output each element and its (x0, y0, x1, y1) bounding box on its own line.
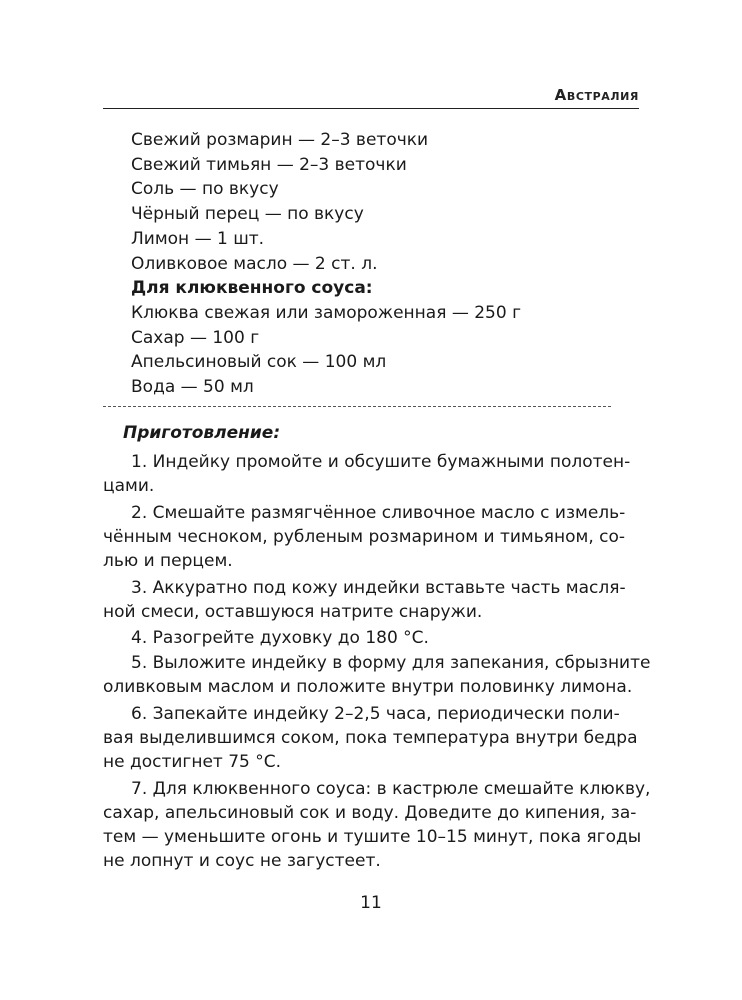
step-line: оливковым маслом и положите внутри половинку лимона. (103, 677, 633, 697)
step-line: 3. Аккуратно под кожу индейки вставьте часть масля- (131, 578, 626, 598)
running-head: Австралия (554, 86, 639, 104)
step-line: ной смеси, оставшуюся натрите снаружи. (103, 602, 483, 622)
ingredient-item: Соль — по вкусу (131, 179, 279, 200)
step-line: 4. Разогрейте духовку до 180 °C. (131, 628, 429, 648)
step-line: цами. (103, 476, 155, 496)
ingredient-item: Свежий розмарин — 2–3 веточки (131, 130, 429, 150)
step-line: 1. Индейку промойте и обсушите бумажными полотен- (131, 452, 631, 472)
step-line: не достигнет 75 °C. (103, 752, 282, 772)
ingredient-list (131, 128, 631, 400)
ingredient-item: Оливковое масло — 2 ст. л. (131, 253, 378, 274)
step-line: не лопнут и соус не загустеет. (103, 851, 381, 871)
step-line: сахар, апельсиновый сок и воду. Доведите до кипения, за- (103, 803, 637, 823)
step-line: лью и перцем. (103, 551, 233, 571)
ingredient-item: Клюква свежая или замороженная — 250 г (131, 302, 522, 323)
ingredient-item: Лимон — 1 шт. (131, 228, 265, 249)
ingredient-item: Сахар — 100 г (131, 327, 260, 348)
header-rule (103, 108, 639, 109)
step-line: 7. Для клюквенного соуса: в кастрюле смешайте клюкву, (131, 779, 651, 799)
ingredient-item: Вода — 50 мл (131, 377, 254, 398)
sauce-subheading: Для клюквенного соуса: (131, 278, 373, 299)
ingredient-item: Апельсиновый сок — 100 мл (131, 352, 387, 373)
section-divider (103, 406, 611, 407)
step-line: вая выделившимся соком, пока температура внутри бедра (103, 728, 638, 748)
ingredient-item: Свежий тимьян — 2–3 веточки (131, 154, 407, 175)
step-line: чённым чесноком, рубленым розмарином и тимьяном, со- (103, 527, 626, 547)
step-line: 2. Смешайте размягчённое сливочное масло с измель- (131, 503, 626, 523)
step-line: 6. Запекайте индейку 2–2,5 часа, периодически поли- (131, 704, 620, 724)
preparation-title: Приготовление: (123, 423, 281, 443)
step-line: 5. Выложите индейку в форму для запекания, сбрызните (131, 653, 651, 673)
ingredient-item: Чёрный перец — по вкусу (131, 204, 364, 225)
step-line: тем — уменьшите огонь и тушите 10–15 минут, пока ягоды (103, 827, 642, 847)
page-number: 11 (360, 893, 382, 913)
